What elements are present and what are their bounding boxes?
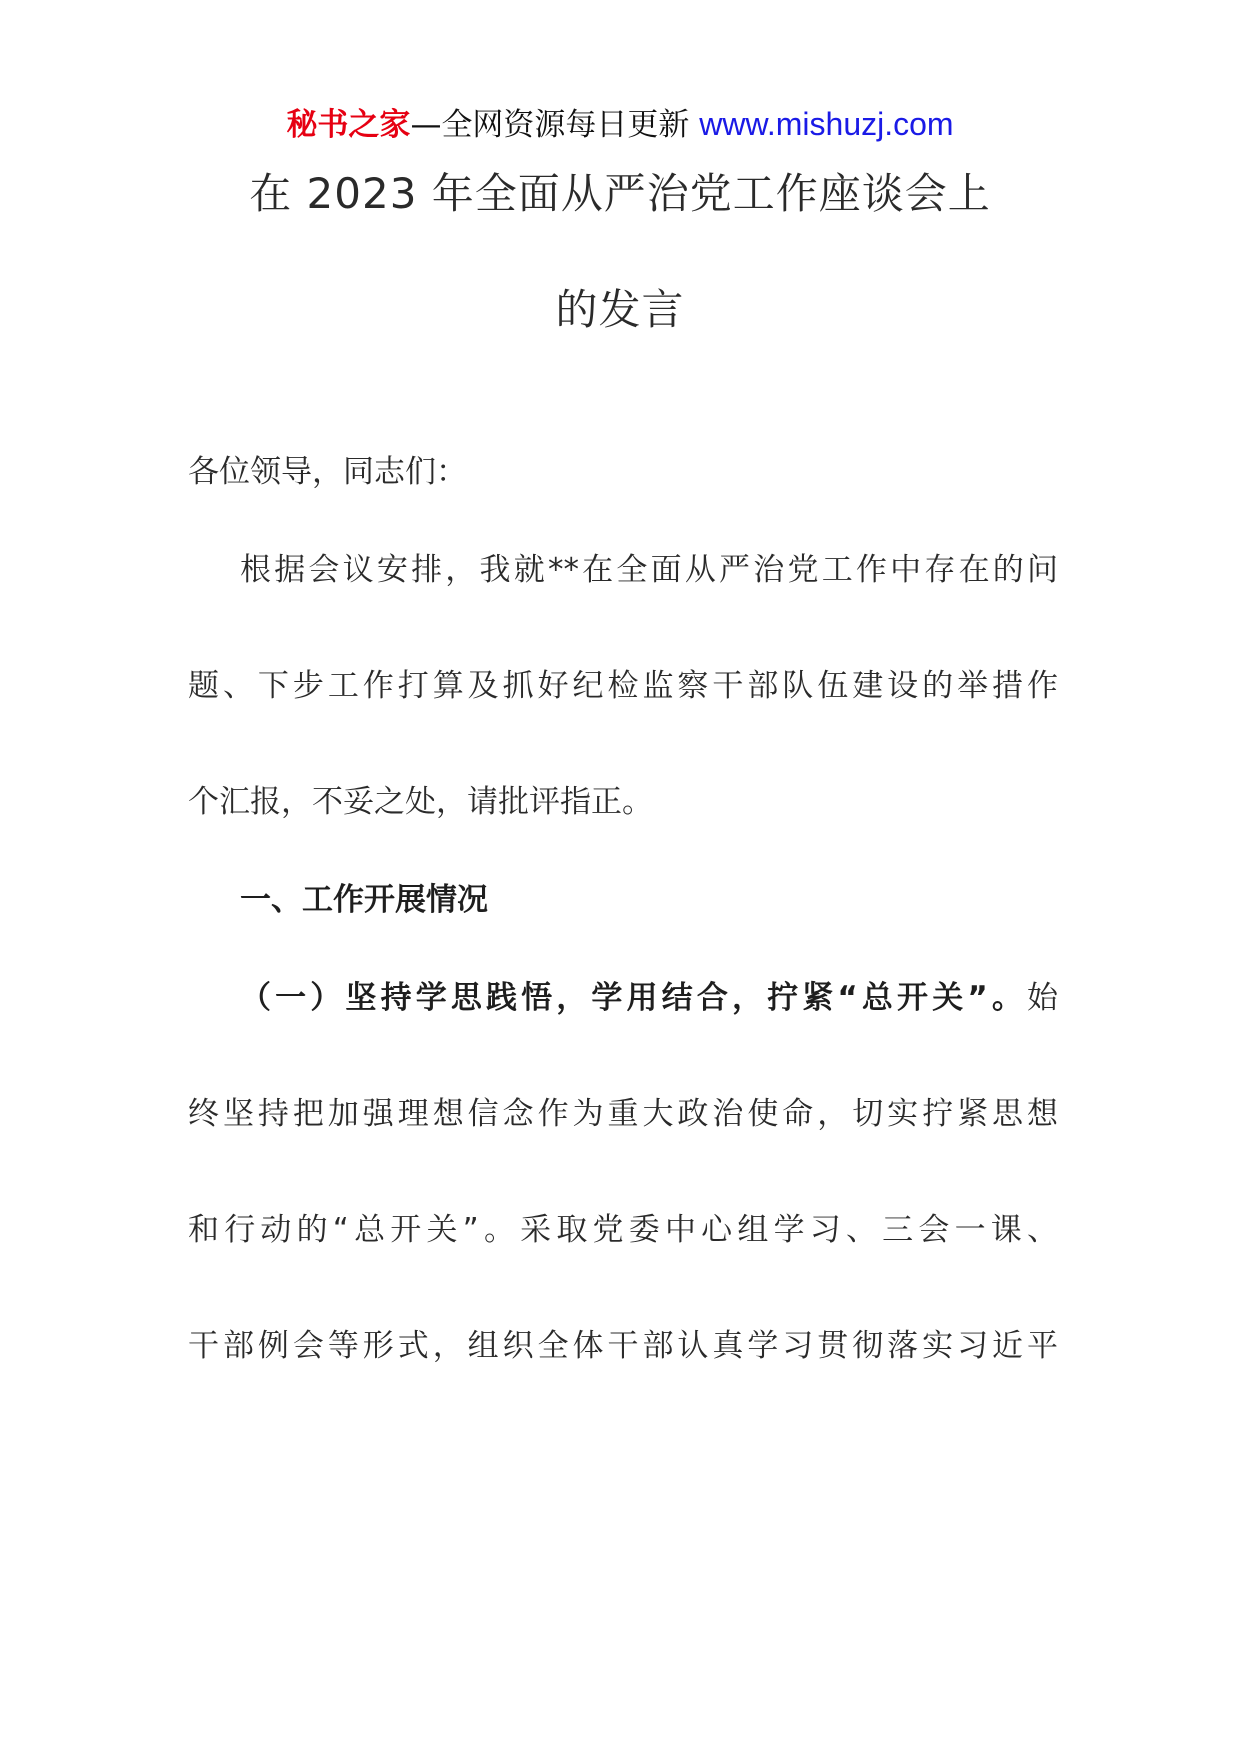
site-brand: 秘书之家: [286, 107, 411, 143]
paragraph-1-line-2: 题、下步工作打算及抓好纪检监察干部队伍建设的举措作: [188, 668, 1058, 704]
site-url-link[interactable]: www.mishuzj.com: [699, 106, 954, 142]
subsection-1-body-start: 始: [1027, 980, 1058, 1016]
site-header: [0, 104, 1240, 145]
document-title-line-1: 在 2023 年全面从严治党工作座谈会上: [249, 169, 991, 218]
paragraph-1-line-3: 个汇报，不妥之处，请批评指正。: [188, 784, 653, 820]
salutation: 各位领导，同志们：: [188, 454, 467, 490]
subsection-1-line-2: 终坚持把加强理想信念作为重大政治使命，切实拧紧思想: [188, 1096, 1058, 1132]
subsection-1-line-4: 干部例会等形式，组织全体干部认真学习贯彻落实习近平: [188, 1328, 1058, 1364]
subsection-1-heading: （一）坚持学思践悟，学用结合，拧紧“总开关”。: [240, 980, 1027, 1016]
section-1-heading: 一、工作开展情况: [240, 882, 488, 918]
subsection-1-line-1: [188, 976, 1058, 1020]
paragraph-1-line-1: 根据会议安排，我就**在全面从严治党工作中存在的问: [240, 552, 1058, 588]
site-tagline: —全网资源每日更新: [410, 107, 700, 143]
document-title-line-2: 的发言: [555, 285, 685, 334]
subsection-1-line-3: 和行动的“总开关”。采取党委中心组学习、三会一课、: [188, 1212, 1058, 1248]
